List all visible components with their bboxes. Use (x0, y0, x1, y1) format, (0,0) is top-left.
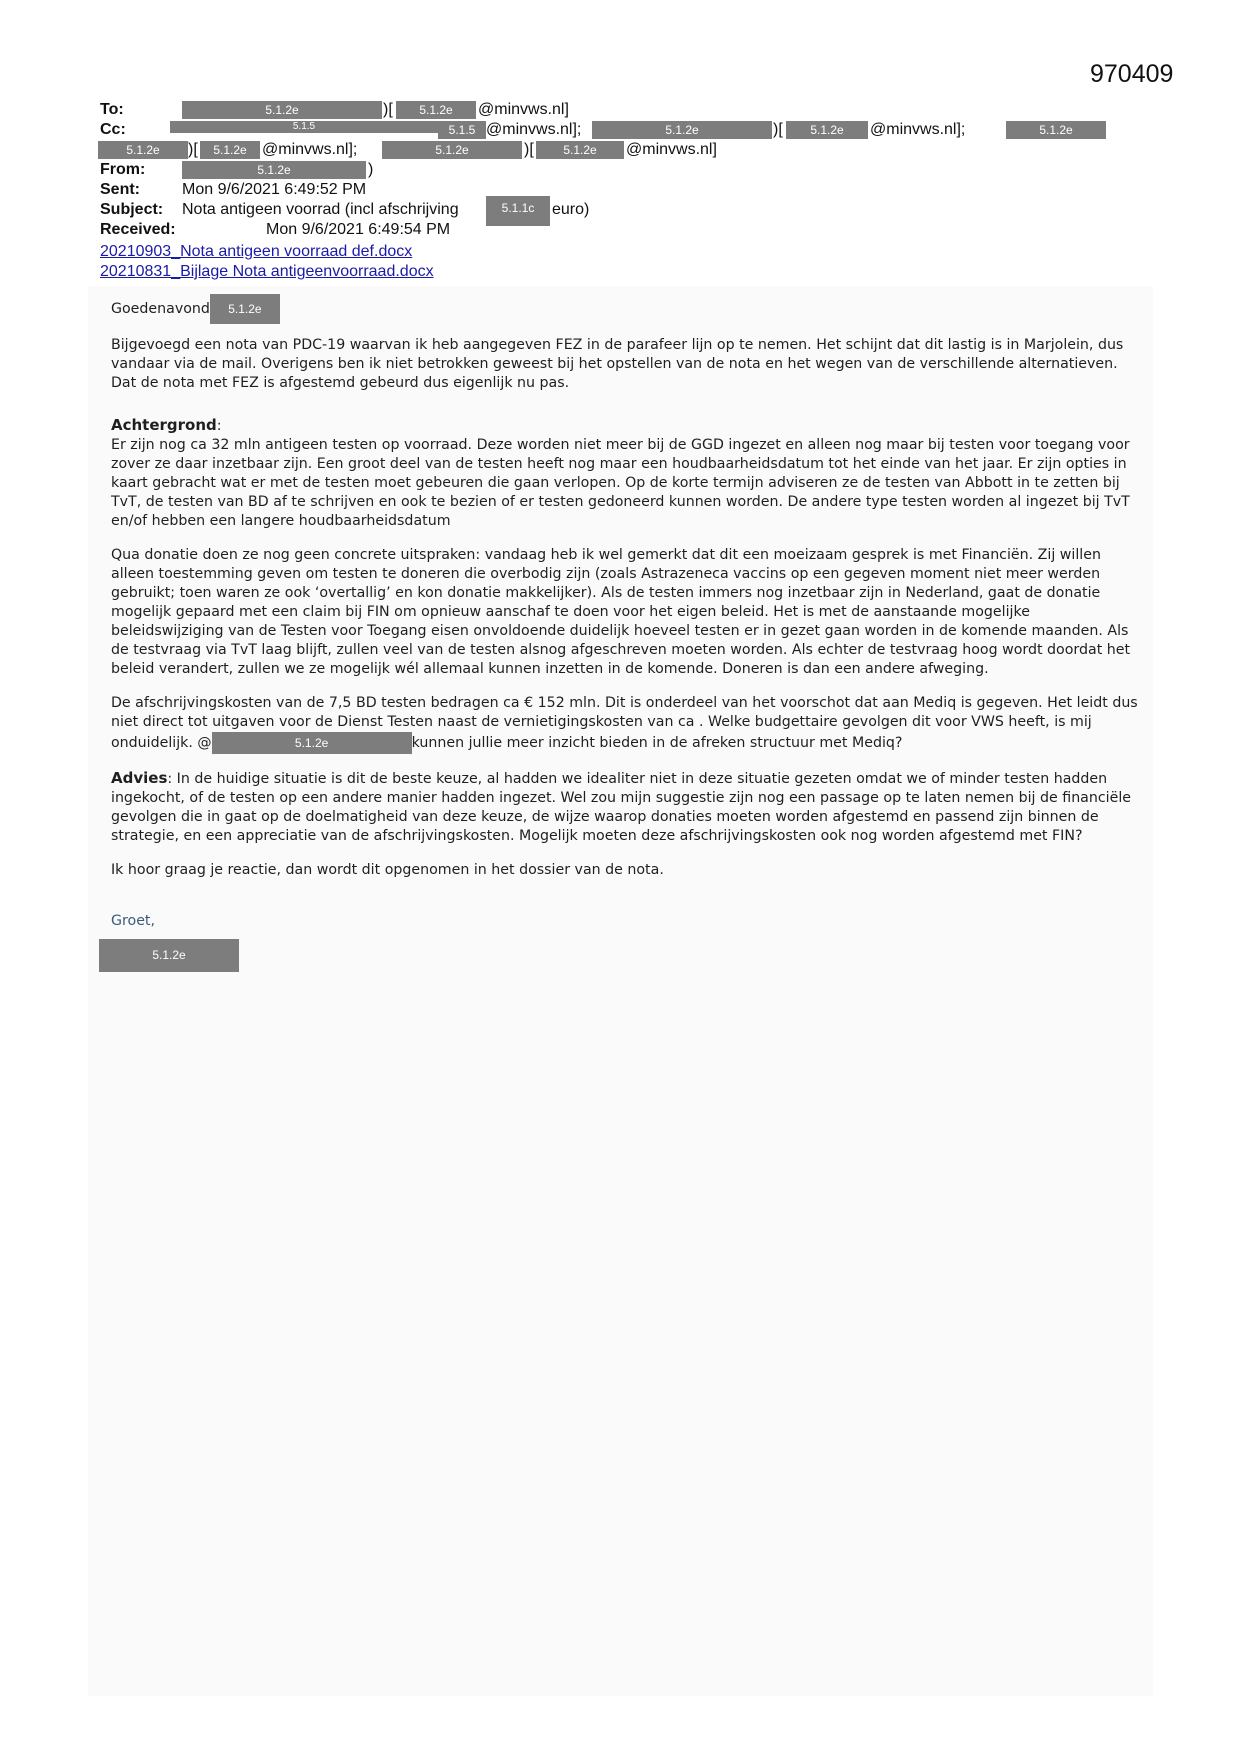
cc-row-continued (100, 140, 1130, 160)
redaction-block: 5.1.2e (382, 141, 522, 159)
redaction-block: 5.1.2e (536, 141, 624, 159)
section-heading: Achtergrond (111, 416, 217, 434)
closing: Groet, (111, 913, 155, 929)
sent-value: Mon 9/6/2021 6:49:52 PM (182, 181, 367, 198)
redaction-block: 5.1.5 (170, 121, 438, 133)
greeting-row (111, 294, 1141, 324)
section-heading: Advies (111, 769, 168, 787)
attachment-link[interactable]: 20210831_Bijlage Nota antigeenvoorraad.docx (100, 263, 434, 280)
cc-row (100, 120, 1130, 140)
bracket-text: )[ (188, 141, 198, 158)
subject-label: Subject: (100, 201, 164, 218)
paragraph (111, 694, 1141, 754)
bracket-text: )[ (524, 141, 534, 158)
email-domain: @minvws.nl] (626, 141, 717, 158)
from-row (100, 160, 1130, 180)
redaction-block: 5.1.2e (786, 121, 868, 139)
redaction-block: 5.1.2e (200, 141, 260, 159)
redaction-block: 5.1.2e (182, 161, 366, 179)
redaction-block: 5.1.2e (212, 732, 412, 754)
bracket-text: ) (368, 161, 374, 178)
heading-colon: : (216, 418, 222, 434)
redaction-block: 5.1.5 (438, 121, 486, 139)
sent-row (100, 180, 1130, 200)
paragraph: Ik hoor graag je reactie, dan wordt dit opgenomen in het dossier van de nota. (111, 862, 664, 878)
paragraph: Bijgevoegd een nota van PDC-19 waarvan ik heb aangegeven FEZ in de parafeer lijn op te nemen. Het schijnt dat dit lastig is in Marjolein, dus vandaar via de mail. Overigens ben ik niet betrokken geweest bij het opstellen van de nota en het wegen van de verschillende alternatieven. Dat de nota met FEZ is afgestemd gebeurd dus eigenlijk nu pas. (111, 337, 1124, 391)
subject-value: Nota antigeen voorrad (incl afschrijving (182, 201, 459, 218)
attachment-link[interactable]: 20210903_Nota antigeen voorraad def.docx (100, 243, 413, 260)
redaction-block: 5.1.2e (182, 101, 382, 119)
message-body (111, 294, 1141, 972)
redaction-block: 5.1.2e (210, 294, 280, 324)
page-number: 970409 (1090, 60, 1174, 88)
paragraph (111, 769, 1141, 846)
email-domain: @minvws.nl]; (870, 121, 966, 138)
email-domain: @minvws.nl] (478, 101, 569, 118)
bracket-text: )[ (773, 121, 783, 138)
signature-redaction: 5.1.2e (99, 939, 239, 972)
email-header (100, 100, 1130, 240)
paragraph-text: De afschrijvingskosten van de 7,5 BD testen bedragen ca € 152 mln. Dit is onderdeel van het voorschot dat aan Mediq is gegeven. Het leidt dus niet direct tot uitgaven voor de Dienst Testen naast de vernietigingskosten van ca . Welke budgettaire gevolgen dit voor VWS heeft, is mij onduidelijk. @ (111, 695, 1138, 751)
email-domain: @minvws.nl]; (486, 121, 582, 138)
to-label: To: (100, 101, 124, 118)
paragraph-text: Er zijn nog ca 32 mln antigeen testen op voorraad. Deze worden niet meer bij de GGD ingezet en alleen nog maar bij testen voor toegang voor zover ze daar inzetbaar zijn. Een groot deel van de testen heeft nog maar een houdbaarheidsdatum tot het einde van het jaar. Er zijn opties in kaart gebracht wat er met de testen moet gebeuren die gaan verlopen. Op de korte termijn adviseren ze de testen van Abbott in te zetten bij TvT, de testen van BD af te schrijven en ook te bezien of er testen gedoneerd kunnen worden. De andere type testen worden al ingezet bij TvT en/of hebben een langere houdbaarheidsdatum (111, 437, 1130, 529)
redaction-block: 5.1.2e (396, 101, 476, 119)
received-label: Received: (100, 221, 176, 238)
from-label: From: (100, 161, 146, 178)
email-domain: @minvws.nl]; (262, 141, 358, 158)
redaction-block: 5.1.2e (1006, 121, 1106, 139)
paragraph (111, 416, 1141, 531)
attachment-list (100, 242, 434, 282)
greeting: Goedenavond (111, 300, 210, 317)
sent-label: Sent: (100, 181, 140, 198)
paragraph: Qua donatie doen ze nog geen concrete uitspraken: vandaag heb ik wel gemerkt dat dit een moeizaam gesprek is met Financiën. Zij willen alleen toestemming geven om testen te doneren die overbodig zijn (zoals Astrazeneca vaccins op een gegeven moment niet meer werden gebruikt; toen waren ze ook ‘overtallig’ en kon donatie makkelijker). Als de testen immers nog inzetbaar zijn in Nederland, gaat de donatie mogelijk gepaard met een claim bij FIN om opnieuw aanschaf te doen voor het eigen beleid. Het is met de aanstaande mogelijke beleidswijziging van de Testen voor Toegang eisen onvoldoende duidelijk hoeveel testen er in gezet gaan worden in de komende maanden. Als de testvraag via TvT laag blijft, zullen veel van de testen alsnog afgeschreven moeten worden. Als echter de testvraag hoog wordt doordat het beleid verandert, zullen we ze mogelijk wél allemaal kunnen inzetten in de komende. Doneren is dan een andere afweging. (111, 547, 1131, 677)
redaction-block: 5.1.2e (98, 141, 188, 159)
redaction-block: 5.1.1c (486, 196, 550, 226)
subject-row (100, 200, 1130, 220)
bracket-text: )[ (383, 101, 393, 118)
to-row (100, 100, 1130, 120)
redaction-block: 5.1.2e (592, 121, 772, 139)
received-value: Mon 9/6/2021 6:49:54 PM (266, 221, 451, 238)
paragraph-text: kunnen jullie meer inzicht bieden in de afreken structuur met Mediq? (411, 735, 903, 751)
received-row (100, 220, 1130, 240)
cc-label: Cc: (100, 121, 126, 138)
paragraph-text: : In de huidige situatie is dit de beste keuze, al hadden we idealiter niet in deze situatie gezeten omdat we of minder testen hadden ingekocht, of de testen op een andere manier hadden ingezet. Wel zou mijn suggestie zijn nog een passage op te laten nemen bij de financiële gevolgen die in gaat op de doelmatigheid van deze keuze, de wijze waarop donaties moeten worden afgestemd en passend zijn binnen de strategie, en een appreciatie van de afschrijvingskosten. Mogelijk moeten deze afschrijvingskosten ook nog worden afgestemd met FIN? (111, 771, 1132, 844)
subject-suffix: euro) (552, 201, 590, 218)
